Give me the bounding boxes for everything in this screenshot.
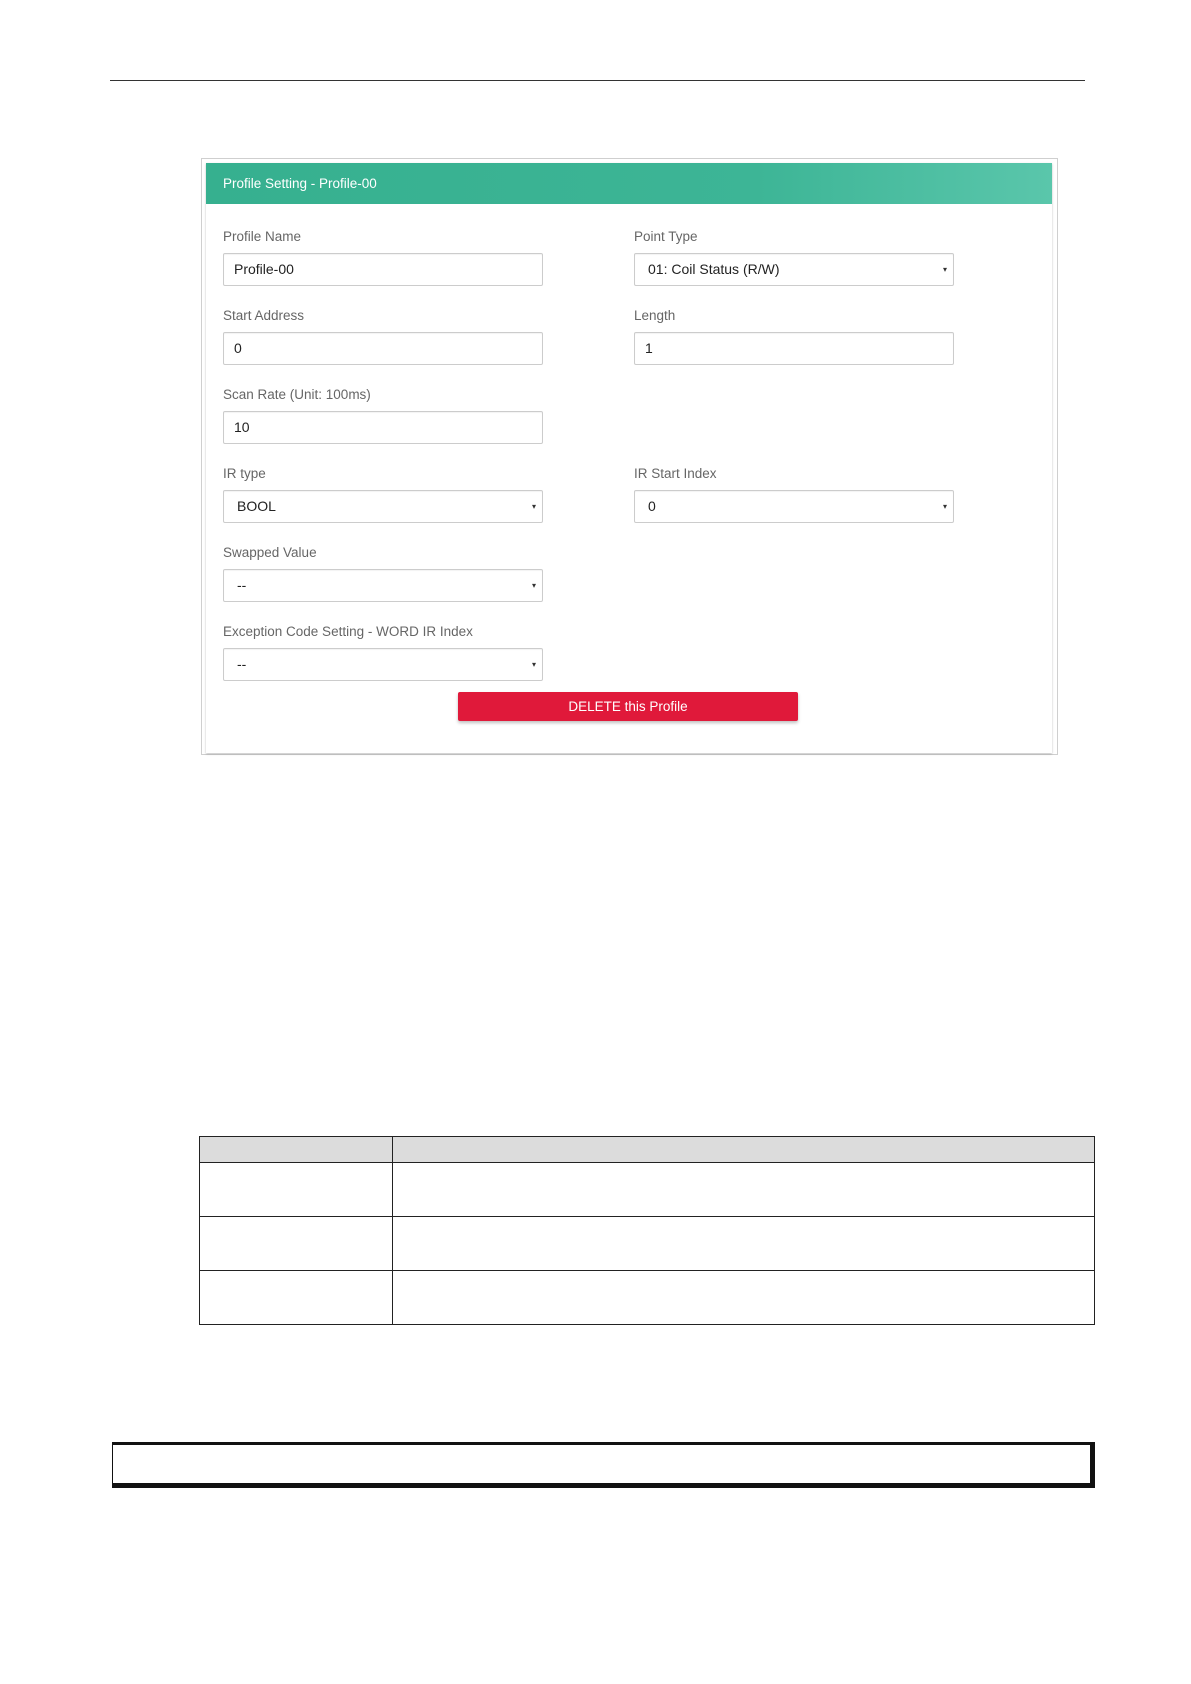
swapped-value-select[interactable] bbox=[223, 569, 543, 602]
chevron-down-icon: ▾ bbox=[531, 660, 536, 669]
length-input[interactable] bbox=[634, 332, 954, 365]
table-row bbox=[200, 1271, 1095, 1325]
table-header-cell bbox=[200, 1137, 393, 1163]
note-box bbox=[112, 1442, 1095, 1488]
ir-start-index-select[interactable] bbox=[634, 490, 954, 523]
table-row bbox=[200, 1217, 1095, 1271]
table-cell bbox=[200, 1217, 393, 1271]
table-row bbox=[200, 1163, 1095, 1217]
scan-rate-label: Scan Rate (Unit: 100ms) bbox=[223, 387, 371, 402]
header-rule bbox=[110, 80, 1085, 81]
exception-code-value: -- bbox=[237, 656, 247, 672]
ir-start-index-label: IR Start Index bbox=[634, 466, 717, 481]
ir-type-value: BOOL bbox=[237, 498, 276, 514]
ir-type-label: IR type bbox=[223, 466, 266, 481]
profile-name-input[interactable] bbox=[223, 253, 543, 286]
swapped-value-value: -- bbox=[237, 577, 247, 593]
start-address-input[interactable] bbox=[223, 332, 543, 365]
scan-rate-value: 10 bbox=[234, 419, 250, 435]
panel-title: Profile Setting - Profile-00 bbox=[206, 163, 1052, 204]
point-type-label: Point Type bbox=[634, 229, 698, 244]
chevron-down-icon: ▾ bbox=[942, 502, 947, 511]
chevron-down-icon: ▾ bbox=[531, 581, 536, 590]
chevron-down-icon: ▾ bbox=[942, 265, 947, 274]
length-value: 1 bbox=[645, 340, 653, 356]
table-cell bbox=[200, 1163, 393, 1217]
profile-setting-panel bbox=[206, 163, 1052, 753]
delete-profile-button[interactable]: DELETE this Profile bbox=[458, 692, 798, 721]
ir-start-index-value: 0 bbox=[648, 498, 656, 514]
table-header-cell bbox=[393, 1137, 1095, 1163]
point-type-value: 01: Coil Status (R/W) bbox=[648, 261, 780, 277]
table-cell bbox=[393, 1163, 1095, 1217]
chevron-down-icon: ▾ bbox=[531, 502, 536, 511]
table-header-row bbox=[200, 1137, 1095, 1163]
scan-rate-input[interactable] bbox=[223, 411, 543, 444]
length-label: Length bbox=[634, 308, 676, 323]
exception-code-select[interactable] bbox=[223, 648, 543, 681]
start-address-value: 0 bbox=[234, 340, 242, 356]
table-cell bbox=[393, 1217, 1095, 1271]
start-address-label: Start Address bbox=[223, 308, 305, 323]
ir-type-select[interactable] bbox=[223, 490, 543, 523]
swapped-value-label: Swapped Value bbox=[223, 545, 317, 560]
point-type-select[interactable] bbox=[634, 253, 954, 286]
profile-name-label: Profile Name bbox=[223, 229, 302, 244]
parameter-table bbox=[199, 1136, 1095, 1325]
table-cell bbox=[200, 1271, 393, 1325]
profile-name-value: Profile-00 bbox=[234, 261, 294, 277]
exception-code-label: Exception Code Setting - WORD IR Index bbox=[223, 624, 473, 639]
table-cell bbox=[393, 1271, 1095, 1325]
